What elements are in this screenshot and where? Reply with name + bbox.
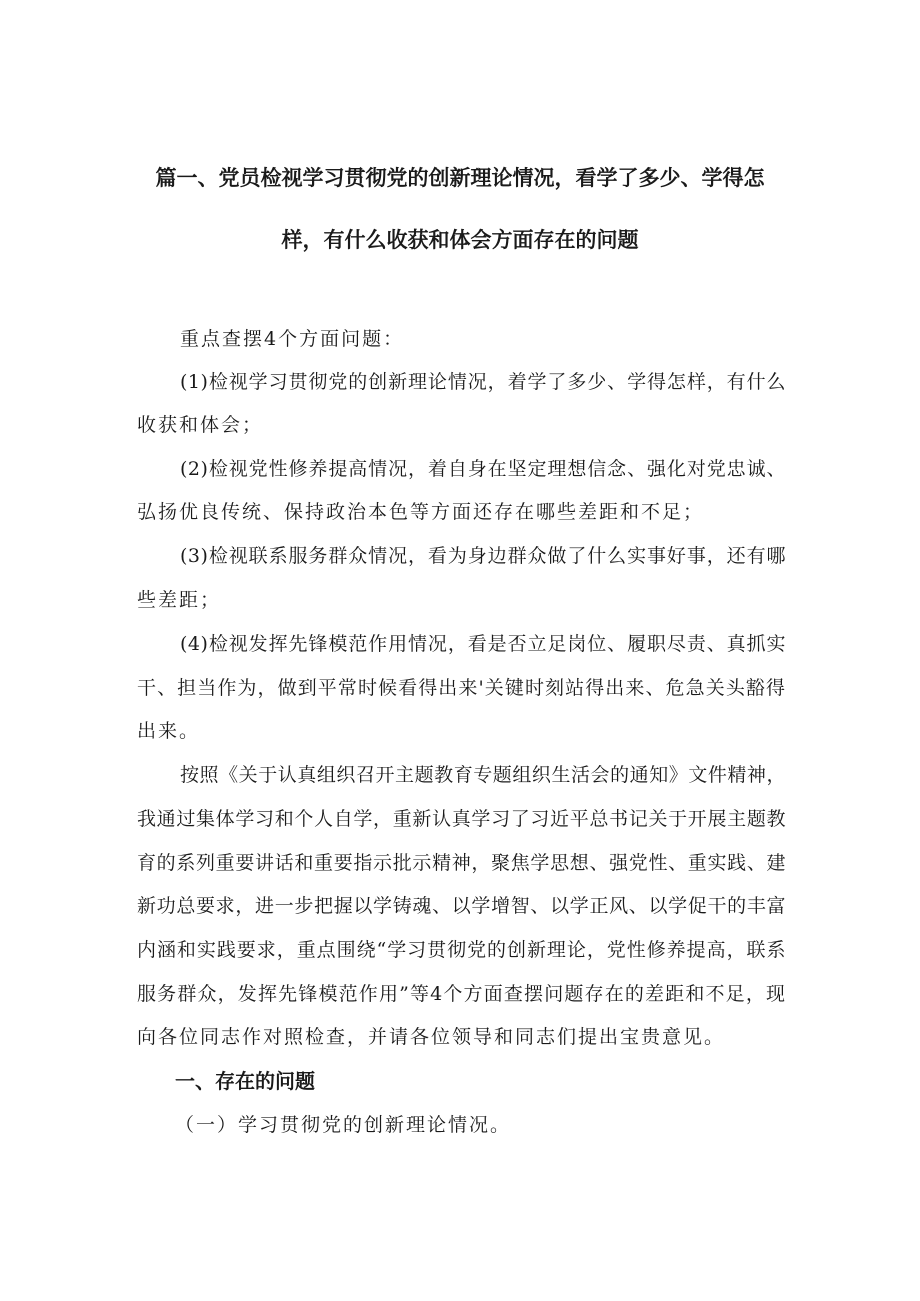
body-para-line-3: 育的系列重要讲话和重要指示批示精神，聚焦学思想、强党性、重实践、建 [137,852,786,874]
item-2-line-1: (2)检视党性修养提高情况，着自身在坚定理想信念、强化对党忠诚、 [180,458,786,480]
subsection-heading: （一）学习贯彻党的创新理论情况。 [175,1114,512,1136]
body-para-line-6: 服务群众，发挥先锋模范作用”等4个方面查摆问题存在的差距和不足，现 [137,983,786,1005]
body-para-line-7: 向各位同志作对照检查，并请各位领导和同志们提出宝贵意见。 [137,1026,726,1048]
section-heading: 一、存在的问题 [175,1069,315,1093]
item-1-line-1: (1)检视学习贯彻党的创新理论情况，着学了多少、学得怎样，有什么 [180,371,786,393]
item-4-line-1: (4)检视发挥先锋模范作用情况，看是否立足岗位、履职尽责、真抓实 [180,633,786,655]
document-title-line-1: 篇一、党员检视学习贯彻党的创新理论情况，看学了多少、学得怎 [155,166,765,190]
item-3-line-2: 些差距； [137,589,222,611]
document-title-line-2: 样，有什么收获和体会方面存在的问题 [281,228,639,252]
item-1-line-2: 收获和体会； [137,414,264,436]
intro-line: 重点查摆4个方面问题： [180,328,405,350]
body-para-line-5: 内涵和实践要求，重点围绕“学习贯彻党的创新理论，党性修养提高，联系 [137,939,786,961]
item-4-line-3: 出来。 [137,720,201,742]
body-para-line-1: 按照《关于认真组织召开主题教育专题组织生活会的通知》文件精神， [180,764,786,786]
item-2-line-2: 弘扬优良传统、保持政治本色等方面还存在哪些差距和不足； [137,501,705,523]
item-4-line-2: 干、担当作为，做到平常时候看得出来'关键时刻站得出来、危急关头豁得 [137,677,786,699]
item-3-line-1: (3)检视联系服务群众情况，看为身边群众做了什么实事好事，还有哪 [180,545,786,567]
body-para-line-2: 我通过集体学习和个人自学，重新认真学习了习近平总书记关于开展主题教 [137,808,786,830]
body-para-line-4: 新功总要求，进一步把握以学铸魂、以学增智、以学正风、以学促干的丰富 [137,895,786,917]
